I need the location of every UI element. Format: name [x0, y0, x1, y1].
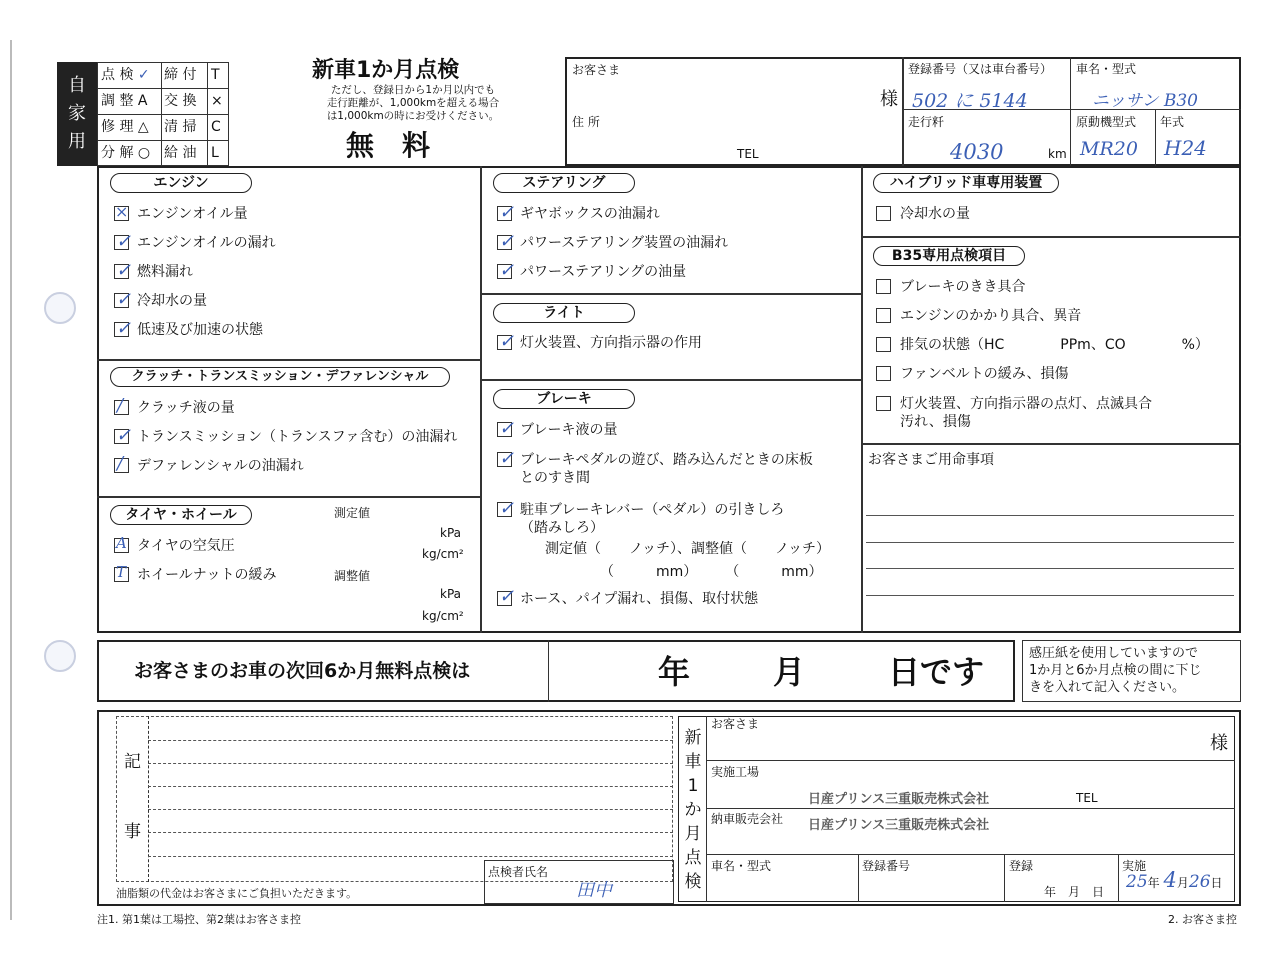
- kgcm-unit: kg/cm²: [422, 609, 464, 623]
- list-item: トランスミッション（トランスファ含む）の油漏れ: [137, 429, 458, 445]
- binder-hole: [44, 292, 76, 324]
- kpa-unit: kPa: [440, 526, 461, 540]
- page-title: 新車1か月点検: [312, 58, 460, 83]
- list-item: 灯火装置、方向指示器の点灯、点滅具合 汚れ、損傷: [900, 396, 1152, 430]
- inspector-label: 点検者氏名: [488, 865, 549, 879]
- list-item: デファレンシャルの油漏れ: [137, 458, 304, 474]
- brake-section-title: ブレーキ: [493, 389, 635, 409]
- steering-section-title: ステアリング: [493, 173, 635, 193]
- checkbox[interactable]: [876, 337, 891, 352]
- stub-reg-label: 登録番号: [862, 859, 911, 873]
- free-label: 無 料: [346, 129, 431, 162]
- measured-label: 測定値: [334, 506, 371, 520]
- legend-row: 調 整 A: [101, 93, 148, 109]
- request-title: お客さまご用命事項: [868, 452, 994, 468]
- list-item: ブレーキ液の量: [520, 422, 618, 438]
- checkbox[interactable]: [876, 366, 891, 381]
- stub-dealer-label: 納車販売会社: [711, 812, 784, 826]
- engine-type-label: 原動機型式: [1076, 115, 1137, 129]
- km-unit: km: [1048, 147, 1067, 161]
- clutch-section-title: クラッチ・トランスミッション・デファレンシャル: [110, 367, 450, 387]
- reg-number-value: 502 に 5144: [912, 90, 1028, 112]
- mileage-label: 走行粁: [908, 115, 945, 129]
- stub-shop-label: 実施工場: [711, 765, 760, 779]
- next-day: 日です: [888, 653, 985, 691]
- list-item: パワーステアリング装置の油漏れ: [520, 235, 729, 251]
- list-item: 低速及び加速の状態: [137, 322, 263, 338]
- stub-customer-label: お客さま: [711, 717, 760, 731]
- list-item: ファンベルトの緩み、損傷: [900, 366, 1069, 382]
- year-value: H24: [1164, 136, 1207, 160]
- list-item: ギヤボックスの油漏れ: [520, 206, 660, 222]
- brake-measure-line1: 測定値（ ノッチ）、調整値（ ノッチ）: [545, 541, 831, 557]
- next-month: 月: [773, 653, 806, 691]
- list-item: エンジンオイル量: [137, 206, 248, 222]
- legend-row: 点 検 ✓: [101, 67, 150, 83]
- checkbox[interactable]: [876, 308, 891, 323]
- customer-label: お客さま: [572, 63, 621, 77]
- stub-registered-date: 年 月 日: [1044, 885, 1105, 899]
- list-item: 駐車ブレーキレバー（ペダル）の引きしろ （踏みしろ）: [520, 502, 785, 536]
- engine-section-title: エンジン: [110, 173, 252, 193]
- list-item: ブレーキのきき具合: [900, 279, 1026, 295]
- model-value: ニッサン B30: [1092, 91, 1198, 111]
- mileage-value: 4030: [950, 140, 1004, 164]
- page-left-edge: [10, 40, 12, 920]
- address-label: 住 所: [572, 115, 600, 129]
- stub-sama: 様: [1210, 733, 1228, 754]
- kpa-unit: kPa: [440, 587, 461, 601]
- legend-row: 修 理 △: [101, 119, 149, 135]
- checkbox[interactable]: [876, 396, 891, 411]
- list-item: タイヤの空気圧: [137, 538, 235, 554]
- list-item: エンジンオイルの漏れ: [137, 235, 276, 251]
- header-note: ただし、登録日から1か月以内でも 走行距離が、1,000kmを超える場合 は1,000kmの時にお受けください。: [326, 84, 500, 122]
- side-label: 自 家 用: [57, 62, 97, 166]
- list-item: 燃料漏れ: [137, 264, 193, 280]
- stub-tel-label: TEL: [1076, 791, 1098, 805]
- notes-kanji: 事: [124, 822, 141, 842]
- oil-cost-note: 油脂類の代金はお客さまにご負担いただきます。: [116, 887, 358, 900]
- list-item: ブレーキペダルの遊び、踏み込んだときの床板 とのすき間: [520, 452, 813, 486]
- stub-model-label: 車名・型式: [711, 859, 772, 873]
- stub-vertical-title: 新 車 1 か 月 点 検: [684, 728, 702, 892]
- customer-sama: 様: [880, 89, 898, 110]
- b35-section-title: B35専用点検項目: [873, 246, 1025, 266]
- year-label: 年式: [1160, 115, 1185, 129]
- tel-label: TEL: [737, 147, 759, 161]
- notes-kanji: 記: [124, 752, 141, 772]
- pressure-paper-note: 感圧紙を使用していますので 1か月と6か月点検の間に下じ きを入れて記入ください。: [1029, 646, 1202, 695]
- next-year: 年: [658, 653, 691, 691]
- list-item: エンジンのかかり具合、異音: [900, 308, 1082, 324]
- inspector-value: 田中: [576, 880, 612, 901]
- model-label: 車名・型式: [1076, 62, 1137, 76]
- reg-number-label: 登録番号（又は車台番号）: [908, 62, 1053, 76]
- list-item: 排気の状態（HC PPm、CO %）: [900, 337, 1209, 353]
- list-item: ホース、パイプ漏れ、損傷、取付状態: [520, 591, 759, 607]
- kgcm-unit: kg/cm²: [422, 547, 464, 561]
- list-item: ホイールナットの緩み: [137, 567, 277, 583]
- footer-note-left: 注1. 第1葉は工場控、第2葉はお客さま控: [97, 913, 301, 926]
- legend-row: 分 解 ○: [101, 145, 151, 161]
- stub-dealer-stamp: 日産プリンス三重販売株式会社: [808, 818, 990, 833]
- checkbox[interactable]: [876, 206, 891, 221]
- brake-measure-line2: （ mm） （ mm）: [600, 564, 823, 580]
- adjusted-label: 調整値: [334, 569, 371, 583]
- list-item: 灯火装置、方向指示器の作用: [520, 335, 702, 351]
- stub-done-label: 実施: [1122, 859, 1147, 873]
- checkbox[interactable]: [876, 279, 891, 294]
- next-inspection-label: お客さまのお車の次回6か月無料点検は: [134, 660, 471, 682]
- list-item: 冷却水の量: [900, 206, 970, 222]
- list-item: 冷却水の量: [137, 293, 207, 309]
- engine-type-value: MR20: [1080, 138, 1138, 160]
- light-section-title: ライト: [493, 303, 635, 323]
- footer-note-right: 2. お客さま控: [1168, 913, 1237, 926]
- list-item: パワーステアリングの油量: [520, 264, 687, 280]
- list-item: クラッチ液の量: [137, 400, 235, 416]
- stub-shop-stamp: 日産プリンス三重販売株式会社: [808, 792, 990, 807]
- stub-done-date: 25年 4月26日: [1126, 868, 1223, 892]
- binder-hole: [44, 640, 76, 672]
- hybrid-section-title: ハイブリッド車専用装置: [873, 173, 1059, 193]
- stub-registered-label: 登録: [1009, 859, 1034, 873]
- tire-section-title: タイヤ・ホイール: [110, 505, 252, 525]
